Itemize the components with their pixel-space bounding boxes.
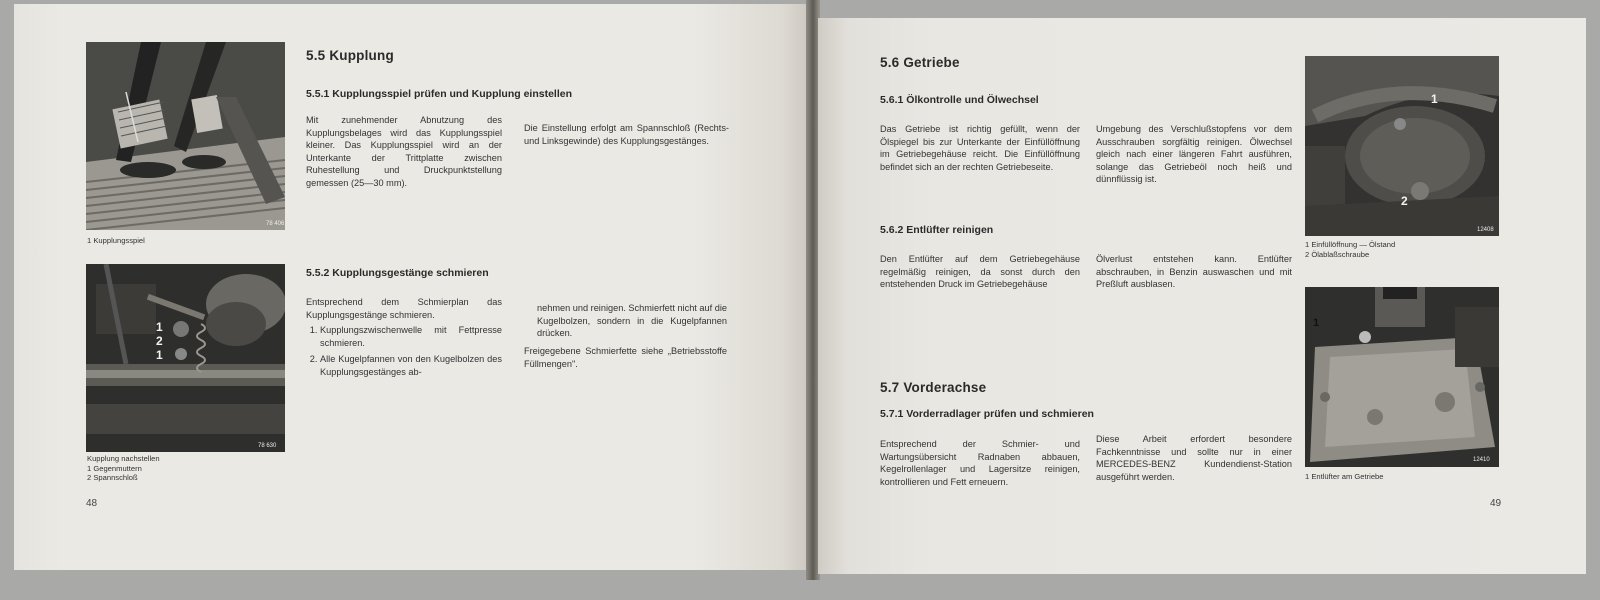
left-page bbox=[14, 4, 814, 570]
sub562-col2-text: Ölverlust entstehen kann. Entlüfter abschrauben, in Benzin auswaschen und mit Preßluft ausblasen. bbox=[1096, 254, 1292, 290]
photo1-caption: 1 Kupplungsspiel bbox=[87, 236, 145, 245]
photo2-caption-line1: 1 Gegenmuttern bbox=[87, 463, 142, 473]
subsection-title-571: 5.7.1 Vorderradlager prüfen und schmieren bbox=[880, 408, 1094, 420]
sub561-col2-text: Umgebung des Verschlußstopfens vor dem Ausschrauben sorgfältig reinigen. Ölwechsel gleich nach einer längeren Fahrt ausführen, solange das Getriebeöl noch heiß und dünnflüssig ist. bbox=[1096, 124, 1292, 185]
right-page bbox=[818, 18, 1586, 574]
gearbox-photo-label-2: 2 bbox=[1401, 194, 1408, 208]
clutch-pedal-photo bbox=[86, 42, 285, 230]
sub561-col1-text: Das Getriebe ist richtig gefüllt, wenn der Ölspiegel bis zur Unterkante der Einfüllöffnung im Getriebegehäuse reicht. Die Einfüllöffnung befindet sich an der rechten Getriebeseite. bbox=[880, 124, 1080, 172]
sub551-col1-text: Mit zunehmender Abnutzung des Kupplungsbelages wird das Kupplungsspiel kleiner. Das Kupplungsspiel wird an der Unterkante der Trittplatte zwischen Ruhestellung und Druckpunktstellung gemessen (25—30 mm). bbox=[306, 115, 502, 188]
photo2-caption-line2: 2 Spannschloß bbox=[87, 473, 138, 482]
section-title-getriebe: 5.6 Getriebe bbox=[880, 55, 960, 70]
page-number-right: 49 bbox=[1490, 498, 1502, 509]
sub552-intro-text: Entsprechend dem Schmierplan das Kupplungsgestänge schmieren. bbox=[306, 297, 502, 320]
gearbox-photo-caption bbox=[1305, 240, 1395, 259]
photo2-ref: 78 630 bbox=[258, 443, 277, 449]
sub552-list-item-1: 1. Kupplungszwischenwelle mit Fettpresse schmieren. bbox=[320, 324, 502, 349]
sub571-col1-text: Entsprechend der Schmier- und Wartungsübersicht Radnaben abbauen, Kegelrollenlager und Lagersitze reinigen, kontrollieren und Fett erneuern. bbox=[880, 439, 1080, 487]
sub562-col1-text: Den Entlüfter auf dem Getriebegehäuse regelmäßig reinigen, da sonst durch den entstehenden Druck im Getriebegehäuse bbox=[880, 254, 1080, 290]
sub552-col2-text-a: nehmen und reinigen. Schmierfett nicht auf die Kugelbolzen, sondern in die Kugelpfannen drücken. bbox=[537, 303, 727, 339]
gearbox-caption-line1: 1 Einfüllöffnung — Ölstand bbox=[1305, 240, 1396, 249]
section-title-kupplung: 5.5 Kupplung bbox=[306, 48, 394, 63]
photo2-caption-title: Kupplung nachstellen bbox=[87, 454, 160, 463]
photo2-label-c: 1 bbox=[156, 348, 163, 362]
sub552-list-item-2: 2. Alle Kugelpfannen von den Kugelbolzen des Kupplungsgestänges ab- bbox=[320, 353, 502, 378]
photo4-ref: 12410 bbox=[1473, 457, 1490, 463]
gearbox-photo-label-1: 1 bbox=[1431, 92, 1438, 106]
subsection-title-561: 5.6.1 Ölkontrolle und Ölwechsel bbox=[880, 94, 1039, 106]
gearbox-oil-photo bbox=[1305, 56, 1499, 236]
photo2-caption bbox=[87, 454, 160, 483]
subsection-title-552: 5.5.2 Kupplungsgestänge schmieren bbox=[306, 267, 489, 279]
section-title-vorderachse: 5.7 Vorderachse bbox=[880, 380, 987, 395]
sub571-col2-text: Diese Arbeit erfordert besondere Fachkenntnisse und sollte nur in einer MERCEDES-BENZ Kundendienst-Station ausgeführt werden. bbox=[1096, 434, 1292, 482]
sub551-col2-text: Die Einstellung erfolgt am Spannschloß (Rechts- und Linksgewinde) des Kupplungsgestänges. bbox=[524, 123, 729, 146]
sub552-col2-text-b: Freigegebene Schmierfette siehe „Betriebsstoffe Füllmengen". bbox=[524, 346, 727, 369]
page-number-left: 48 bbox=[86, 498, 98, 509]
photo1-ref: 78 406 bbox=[266, 221, 285, 227]
breather-photo-label: 1 bbox=[1313, 317, 1320, 329]
gearbox-caption-line2: 2 Ölablaßschraube bbox=[1305, 249, 1370, 259]
photo2-label-a: 1 bbox=[156, 320, 163, 334]
photo2-label-b: 2 bbox=[156, 334, 163, 348]
photo3-ref: 12408 bbox=[1477, 227, 1494, 233]
clutch-linkage-photo bbox=[86, 264, 285, 452]
breather-photo bbox=[1305, 287, 1499, 467]
breather-photo-caption: 1 Entlüfter am Getriebe bbox=[1305, 472, 1384, 481]
sub552-list bbox=[306, 324, 502, 382]
subsection-title-551: 5.5.1 Kupplungsspiel prüfen und Kupplung einstellen bbox=[306, 88, 573, 100]
subsection-title-562: 5.6.2 Entlüfter reinigen bbox=[880, 224, 994, 236]
